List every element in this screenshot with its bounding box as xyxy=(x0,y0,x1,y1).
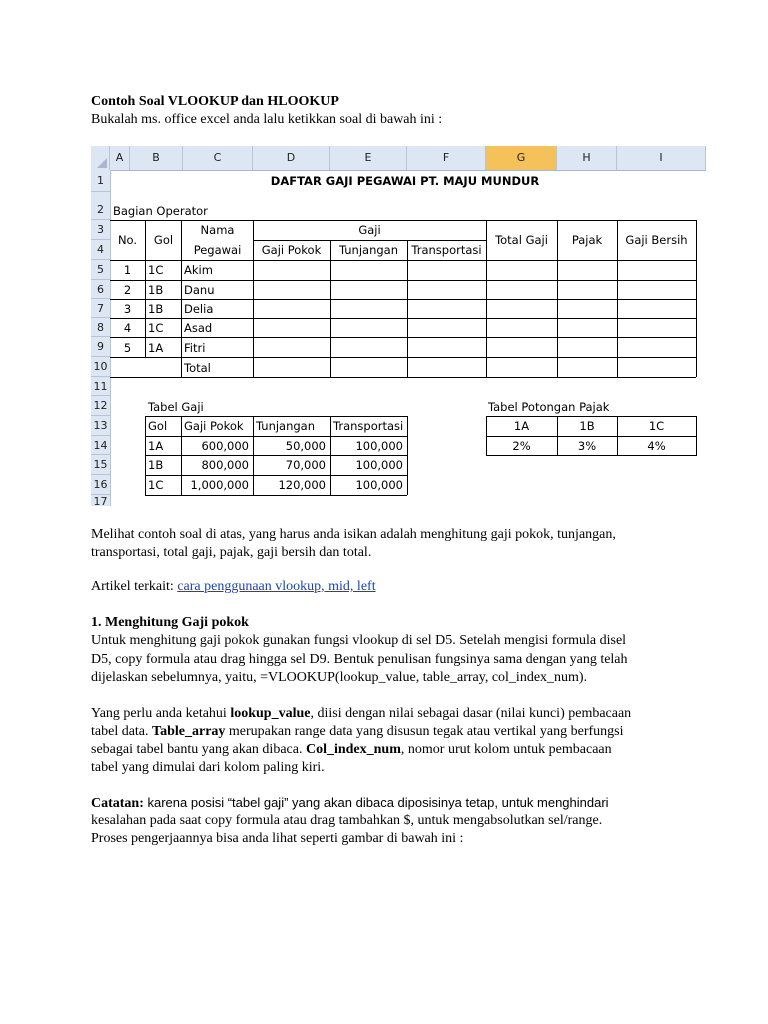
tabel-gaji-label: Tabel Gaji xyxy=(148,400,204,414)
total-label: Total xyxy=(184,361,211,375)
tg-cell: 1B xyxy=(148,458,164,472)
header-transportasi: Transportasi xyxy=(411,243,482,257)
emp-no: 5 xyxy=(123,341,132,355)
emp-gol: 1C xyxy=(148,263,164,277)
col-header-e: E xyxy=(330,146,407,170)
tg-cell: 800,000 xyxy=(201,458,249,472)
paragraph-2-line-1: Untuk menghitung gaji pokok gunakan fungsi vlookup di sel D5. Setelah mengisi formula disel xyxy=(91,633,627,648)
tp-header: 1A xyxy=(513,419,530,433)
emp-nama: Delia xyxy=(184,302,214,316)
tp-value: 4% xyxy=(647,439,666,453)
row-header-16: 16 xyxy=(91,475,110,495)
row-header-14: 14 xyxy=(91,436,110,455)
emp-gol: 1C xyxy=(148,321,164,335)
emp-no: 4 xyxy=(123,321,132,335)
intro-text: Bukalah ms. office excel anda lalu ketikkan soal di bawah ini : xyxy=(91,112,443,127)
section-heading: 1. Menghitung Gaji pokok xyxy=(91,615,249,630)
emp-no: 2 xyxy=(123,283,132,297)
tg-cell: 600,000 xyxy=(201,439,249,453)
text-span: Yang perlu anda ketahui xyxy=(91,706,231,721)
note-label: Catatan: xyxy=(91,796,144,811)
tg-cell: 1C xyxy=(148,478,164,492)
text-span: , diisi dengan nilai sebagai dasar (nilai kunci) pembacaan xyxy=(310,706,632,721)
emp-gol: 1B xyxy=(148,302,164,316)
emp-nama: Akim xyxy=(184,263,213,277)
row-header-2: 2 xyxy=(91,192,110,220)
tg-cell: 100,000 xyxy=(355,458,403,472)
text-span: , nomor urut kolom untuk pembacaan xyxy=(400,742,612,757)
tg-header: Transportasi xyxy=(333,419,404,433)
term-lookup-value: lookup_value xyxy=(230,706,311,721)
tg-cell: 1,000,000 xyxy=(190,478,249,492)
tg-cell: 120,000 xyxy=(278,478,326,492)
row-header-8: 8 xyxy=(91,318,110,337)
tg-header: Gaji Pokok xyxy=(184,419,244,433)
select-all-corner xyxy=(91,146,110,170)
header-nama-2: Pegawai xyxy=(193,243,242,257)
tg-header: Tunjangan xyxy=(256,419,316,433)
header-pajak: Pajak xyxy=(571,233,603,247)
note-line-1 xyxy=(91,793,609,813)
row-header-3: 3 xyxy=(91,220,110,240)
header-tunjangan: Tunjangan xyxy=(338,243,399,257)
text-span: merupakan range data yang disusun tegak atau vertikal yang berfungsi xyxy=(225,724,624,739)
term-col-index-num: Col_index_num xyxy=(305,742,401,757)
related-article xyxy=(91,577,376,596)
row-header-6: 6 xyxy=(91,280,110,299)
header-nama-1: Nama xyxy=(200,223,235,237)
row-header-11: 11 xyxy=(91,377,110,396)
note-line-3: Proses pengerjaannya bisa anda lihat seperti gambar di bawah ini : xyxy=(91,831,464,846)
row-header-7: 7 xyxy=(91,299,110,318)
emp-no: 3 xyxy=(123,302,132,316)
paragraph-1-line-2: transportasi, total gaji, pajak, gaji bersih dan total. xyxy=(91,545,372,560)
header-no: No. xyxy=(117,233,138,247)
header-gol: Gol xyxy=(153,233,174,247)
related-article-link[interactable]: cara penggunaan vlookup, mid, left xyxy=(177,579,376,594)
row-header-17: 17 xyxy=(91,495,110,506)
row-header-9: 9 xyxy=(91,337,110,357)
text-span: sebagai tabel bantu yang akan dibaca. xyxy=(91,742,306,757)
row-header-15: 15 xyxy=(91,455,110,475)
tg-cell: 100,000 xyxy=(355,478,403,492)
spreadsheet-image xyxy=(91,146,706,506)
col-header-a: A xyxy=(110,146,130,170)
paragraph-3-line-4: tabel yang dimulai dari kolom paling kiri. xyxy=(91,760,325,775)
text-span: tabel data. xyxy=(91,724,153,739)
emp-nama: Danu xyxy=(184,283,215,297)
col-header-c: C xyxy=(183,146,253,170)
bagian-label: Bagian Operator xyxy=(113,204,208,218)
tp-value: 3% xyxy=(577,439,597,453)
paragraph-3-line-1 xyxy=(91,704,631,723)
tg-cell: 100,000 xyxy=(355,439,403,453)
emp-nama: Fitri xyxy=(184,341,206,355)
paragraph-3-line-2 xyxy=(91,722,624,741)
emp-no: 1 xyxy=(123,263,132,277)
emp-nama: Asad xyxy=(184,321,213,335)
emp-gol: 1A xyxy=(148,341,164,355)
paragraph-2-line-2: D5, copy formula atau drag hingga sel D9. Bentuk penulisan fungsinya sama dengan yang telah xyxy=(91,652,628,667)
col-header-b: B xyxy=(130,146,183,170)
document-title: Contoh Soal VLOOKUP dan HLOOKUP xyxy=(91,94,339,109)
col-header-f: F xyxy=(407,146,486,170)
row-header-13: 13 xyxy=(91,416,110,436)
row-header-1: 1 xyxy=(91,170,110,192)
tp-header: 1B xyxy=(579,419,595,433)
header-total-gaji: Total Gaji xyxy=(495,233,548,247)
text-span: karena posisi “tabel gaji” yang akan dibaca diposisinya tetap, untuk menghindari xyxy=(143,795,609,810)
row-header-5: 5 xyxy=(91,260,110,280)
paragraph-2-line-3: dijelaskan sebelumnya, yaitu, =VLOOKUP(lookup_value, table_array, col_index_num). xyxy=(91,670,588,685)
emp-gol: 1B xyxy=(148,283,164,297)
tp-value: 2% xyxy=(512,439,531,453)
col-header-d: D xyxy=(253,146,330,170)
tg-cell: 1A xyxy=(148,439,164,453)
col-header-g: G xyxy=(486,146,557,170)
row-header-4: 4 xyxy=(91,240,110,260)
col-header-h: H xyxy=(557,146,617,170)
tp-header: 1C xyxy=(648,419,665,433)
tg-header: Gol xyxy=(148,419,168,433)
paragraph-1-line-1: Melihat contoh soal di atas, yang harus anda isikan adalah menghitung gaji pokok, tunjangan, xyxy=(91,527,616,542)
related-prefix: Artikel terkait: xyxy=(91,579,178,594)
header-gaji: Gaji xyxy=(358,223,381,237)
paragraph-3-line-3 xyxy=(91,740,612,759)
header-gaji-bersih: Gaji Bersih xyxy=(625,233,688,247)
sheet-title: DAFTAR GAJI PEGAWAI PT. MAJU MUNDUR xyxy=(270,174,540,188)
tabel-pajak-label: Tabel Potongan Pajak xyxy=(488,400,610,414)
row-header-12: 12 xyxy=(91,396,110,416)
col-header-i: I xyxy=(617,146,706,170)
header-gaji-pokok: Gaji Pokok xyxy=(261,243,322,257)
note-line-2: kesalahan pada saat copy formula atau drag tambahkan $, untuk mengabsolutkan sel/range. xyxy=(91,813,603,828)
tg-cell: 70,000 xyxy=(285,458,326,472)
row-header-10: 10 xyxy=(91,357,110,377)
term-table-array: Table_array xyxy=(152,724,226,739)
tg-cell: 50,000 xyxy=(285,439,326,453)
